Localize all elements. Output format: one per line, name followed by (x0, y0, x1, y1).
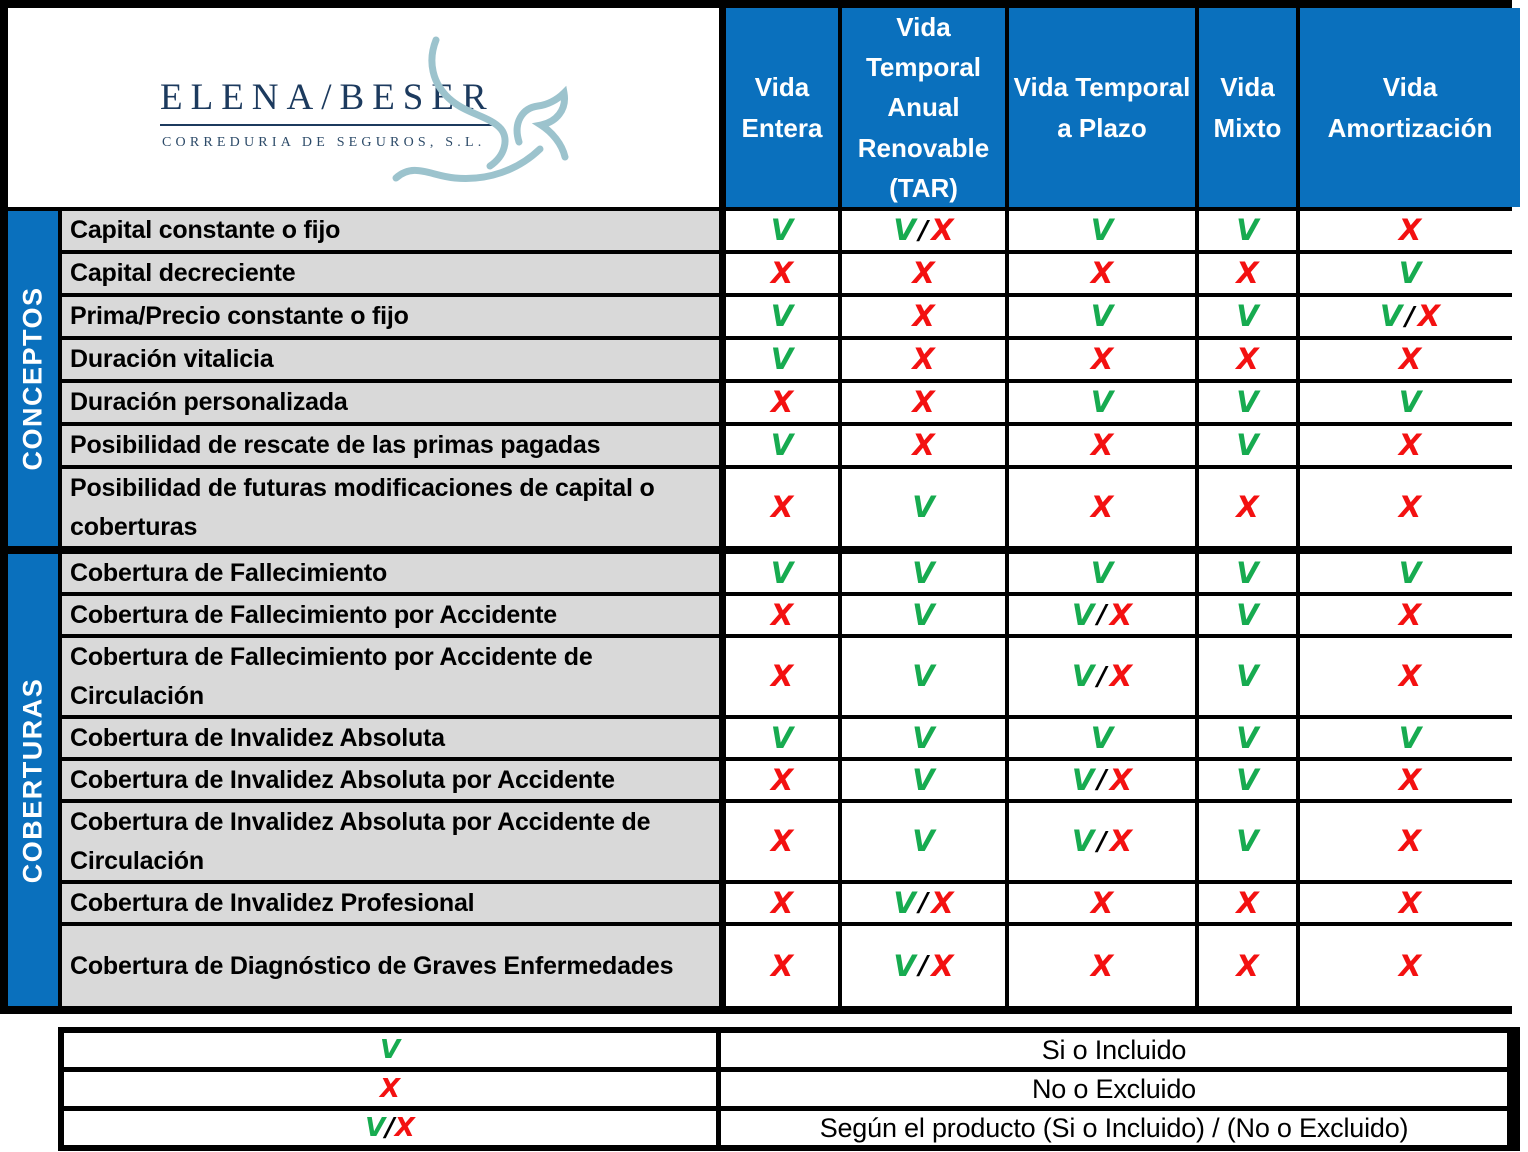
cross-icon: X (1398, 762, 1422, 797)
value-cell (1199, 884, 1296, 922)
cross-icon: X (770, 256, 794, 290)
value-cell (726, 340, 838, 379)
section-strip-coberturas (8, 554, 58, 1006)
value-cell (1199, 426, 1296, 465)
slash-icon: / (1097, 765, 1107, 795)
cross-icon: X (1236, 256, 1259, 290)
value-cell (726, 596, 838, 634)
cross-icon: X (912, 385, 935, 419)
check-icon: V (770, 213, 794, 247)
value-cell (726, 803, 838, 880)
value-cell (1199, 340, 1296, 379)
check-icon: V (1398, 555, 1422, 590)
cross-icon: X (931, 885, 954, 920)
value-cell (842, 383, 1005, 422)
check-icon: V (770, 555, 794, 590)
value-cell (1300, 254, 1520, 293)
column-header: Vida Temporal a Plazo (1009, 8, 1195, 207)
row-label: Cobertura de Fallecimiento (62, 554, 722, 592)
cross-icon: X (912, 342, 935, 376)
check-icon: V (1071, 762, 1095, 797)
value-cell (1009, 211, 1195, 250)
check-icon: V (770, 428, 794, 462)
value-cell (1199, 596, 1296, 634)
check-icon: V (1236, 299, 1259, 333)
value-cell (1300, 761, 1520, 799)
cross-icon: X (1090, 256, 1114, 290)
row-label: Posibilidad de rescate de las primas pagadas (62, 426, 722, 465)
value-cell (1199, 926, 1296, 1006)
cross-icon: X (1236, 342, 1259, 376)
cross-icon: X (1236, 885, 1259, 920)
row-label: Cobertura de Fallecimiento por Accidente (62, 596, 722, 634)
value-cell (1300, 884, 1520, 922)
value-cell (1009, 761, 1195, 799)
value-cell (842, 884, 1005, 922)
cross-icon: X (931, 213, 954, 247)
check-icon: V (912, 555, 935, 590)
cross-icon: X (912, 428, 935, 462)
cross-icon: X (770, 385, 794, 419)
value-cell (1009, 884, 1195, 922)
value-cell (1300, 803, 1520, 880)
check-icon: V (1236, 428, 1259, 462)
value-cell (842, 426, 1005, 465)
cross-icon: X (1109, 659, 1133, 693)
value-cell (726, 426, 838, 465)
value-cell (1300, 340, 1520, 379)
row-label: Prima/Precio constante o fijo (62, 297, 722, 336)
cross-icon: X (1398, 342, 1422, 376)
value-cell (842, 596, 1005, 634)
check-icon: V (1236, 824, 1259, 858)
check-icon: V (893, 213, 916, 247)
check-icon: V (770, 342, 794, 376)
column-header: Vida Entera (726, 8, 838, 207)
check-icon: V (912, 824, 935, 858)
value-cell (726, 926, 838, 1006)
check-icon: V (1236, 213, 1259, 247)
check-icon: V (1236, 720, 1259, 755)
value-cell (726, 554, 838, 592)
value-cell (1199, 638, 1296, 715)
cross-icon: X (1398, 948, 1422, 983)
legend-symbol-cell (64, 1111, 716, 1145)
row-label: Cobertura de Invalidez Absoluta (62, 719, 722, 757)
cross-icon: X (1398, 490, 1422, 524)
cross-icon: X (1398, 428, 1422, 462)
slash-icon: / (1097, 600, 1107, 630)
cross-icon: X (1109, 762, 1133, 797)
value-cell (1009, 803, 1195, 880)
value-cell (842, 719, 1005, 757)
value-cell (726, 719, 838, 757)
value-cell (1009, 383, 1195, 422)
check-icon: V (1398, 720, 1422, 755)
check-icon: V (1236, 597, 1259, 632)
column-header: Vida Temporal Anual Renovable (TAR) (842, 8, 1005, 207)
check-icon: V (770, 720, 794, 755)
check-icon: V (1090, 213, 1114, 247)
cross-icon: X (1398, 597, 1422, 632)
value-cell (842, 926, 1005, 1006)
row-label: Cobertura de Fallecimiento por Accidente de Circulación (62, 638, 722, 715)
value-cell (726, 761, 838, 799)
check-icon: V (1236, 385, 1259, 419)
value-cell (842, 211, 1005, 250)
row-label: Cobertura de Invalidez Absoluta por Accidente de Circulación (62, 803, 722, 880)
value-cell (1009, 426, 1195, 465)
logo-cell (8, 8, 722, 207)
column-header: Vida Mixto (1199, 8, 1296, 207)
value-cell (1300, 426, 1520, 465)
value-cell (726, 383, 838, 422)
value-cell (842, 254, 1005, 293)
row-label: Duración personalizada (62, 383, 722, 422)
cross-icon: X (1090, 948, 1114, 983)
value-cell (1009, 340, 1195, 379)
cross-icon: X (1417, 299, 1441, 333)
check-icon: V (1090, 299, 1114, 333)
value-cell (1199, 761, 1296, 799)
value-cell (842, 803, 1005, 880)
value-cell (842, 297, 1005, 336)
cross-icon: X (1090, 428, 1114, 462)
row-label: Duración vitalicia (62, 340, 722, 379)
row-label: Cobertura de Invalidez Profesional (62, 884, 722, 922)
check-icon: V (1236, 762, 1259, 797)
section-strip-conceptos (8, 211, 58, 546)
cross-icon: X (1109, 597, 1133, 632)
value-cell (1199, 554, 1296, 592)
check-icon: V (770, 299, 794, 333)
cross-icon: X (1398, 659, 1422, 693)
legend-table (58, 1027, 1520, 1151)
cross-icon: X (1236, 490, 1259, 524)
row-label: Capital constante o fijo (62, 211, 722, 250)
value-cell (1300, 383, 1520, 422)
dove-icon (386, 26, 586, 212)
cross-icon: X (1398, 213, 1422, 247)
value-cell (1199, 383, 1296, 422)
check-icon: V (912, 490, 935, 524)
cross-icon: X (770, 948, 794, 983)
cross-icon: X (1090, 342, 1114, 376)
slash-icon: / (1097, 661, 1107, 692)
check-icon: V (1090, 555, 1114, 590)
slash-icon: / (918, 215, 929, 246)
check-icon: V (893, 948, 916, 983)
value-cell (726, 254, 838, 293)
cross-icon: X (379, 1074, 401, 1104)
value-cell (1300, 469, 1520, 546)
value-cell (1300, 554, 1520, 592)
value-cell (726, 884, 838, 922)
value-cell (842, 554, 1005, 592)
value-cell (1199, 469, 1296, 546)
value-cell (1199, 211, 1296, 250)
check-icon: V (912, 659, 935, 693)
section-label: CONCEPTOS (17, 286, 48, 471)
value-cell (1009, 554, 1195, 592)
value-cell (1199, 719, 1296, 757)
cross-icon: X (1090, 885, 1114, 920)
slash-icon: / (385, 1113, 395, 1143)
check-icon: V (893, 885, 916, 920)
cross-icon: X (931, 948, 954, 983)
slash-icon: / (1097, 826, 1107, 857)
value-cell (1199, 297, 1296, 336)
slash-icon: / (918, 888, 929, 918)
value-cell (1300, 211, 1520, 250)
cross-icon: X (770, 597, 794, 632)
check-icon: V (1071, 659, 1095, 693)
cross-icon: X (770, 659, 794, 693)
section-label: COBERTURAS (17, 677, 48, 883)
legend-meaning: Si o Incluido (721, 1033, 1507, 1067)
value-cell (1009, 638, 1195, 715)
legend-meaning: Según el producto (Si o Incluido) / (No o Excluido) (721, 1111, 1507, 1145)
value-cell (1300, 638, 1520, 715)
cross-icon: X (1090, 490, 1114, 524)
check-icon: V (1398, 385, 1422, 419)
cross-icon: X (1109, 824, 1133, 858)
column-header: Vida Amortización (1300, 8, 1520, 207)
cross-icon: X (770, 824, 794, 858)
legend-symbol-cell (64, 1033, 716, 1067)
cross-icon: X (1398, 824, 1422, 858)
cross-icon: X (394, 1113, 415, 1143)
cross-icon: X (1398, 885, 1422, 920)
slash-icon: / (918, 951, 929, 981)
value-cell (1009, 469, 1195, 546)
value-cell (1009, 926, 1195, 1006)
check-icon: V (1398, 256, 1422, 290)
check-icon: V (912, 762, 935, 797)
check-icon: V (379, 1035, 401, 1065)
check-icon: V (1071, 597, 1095, 632)
check-icon: V (1379, 299, 1403, 333)
value-cell (1300, 926, 1520, 1006)
check-icon: V (1236, 659, 1259, 693)
cross-icon: X (770, 762, 794, 797)
cross-icon: X (770, 490, 794, 524)
value-cell (726, 638, 838, 715)
check-icon: V (1236, 555, 1259, 590)
row-label: Cobertura de Diagnóstico de Graves Enfermedades (62, 926, 722, 1006)
value-cell (726, 469, 838, 546)
value-cell (842, 340, 1005, 379)
slash-icon: / (1405, 301, 1415, 332)
cross-icon: X (912, 256, 935, 290)
row-label: Capital decreciente (62, 254, 722, 293)
check-icon: V (1071, 824, 1095, 858)
legend-meaning: No o Excluido (721, 1072, 1507, 1106)
value-cell (1300, 596, 1520, 634)
cross-icon: X (912, 299, 935, 333)
value-cell (842, 761, 1005, 799)
value-cell (1009, 596, 1195, 634)
value-cell (1199, 254, 1296, 293)
value-cell (842, 638, 1005, 715)
value-cell (726, 297, 838, 336)
check-icon: V (1090, 385, 1114, 419)
value-cell (1300, 297, 1520, 336)
value-cell (1009, 719, 1195, 757)
legend-symbol-cell (64, 1072, 716, 1106)
check-icon: V (912, 597, 935, 632)
check-icon: V (912, 720, 935, 755)
cross-icon: X (770, 885, 794, 920)
check-icon: V (1090, 720, 1114, 755)
brand-name: ELENA/BESER (160, 76, 495, 126)
row-label: Cobertura de Invalidez Absoluta por Accidente (62, 761, 722, 799)
value-cell (726, 211, 838, 250)
value-cell (842, 469, 1005, 546)
value-cell (1199, 803, 1296, 880)
value-cell (1009, 297, 1195, 336)
value-cell (1300, 719, 1520, 757)
brand-subtitle: CORREDURIA DE SEGUROS, S.L. (162, 135, 486, 150)
row-label: Posibilidad de futuras modificaciones de capital o coberturas (62, 469, 722, 546)
value-cell (1009, 254, 1195, 293)
cross-icon: X (1236, 948, 1259, 983)
check-icon: V (365, 1113, 386, 1143)
